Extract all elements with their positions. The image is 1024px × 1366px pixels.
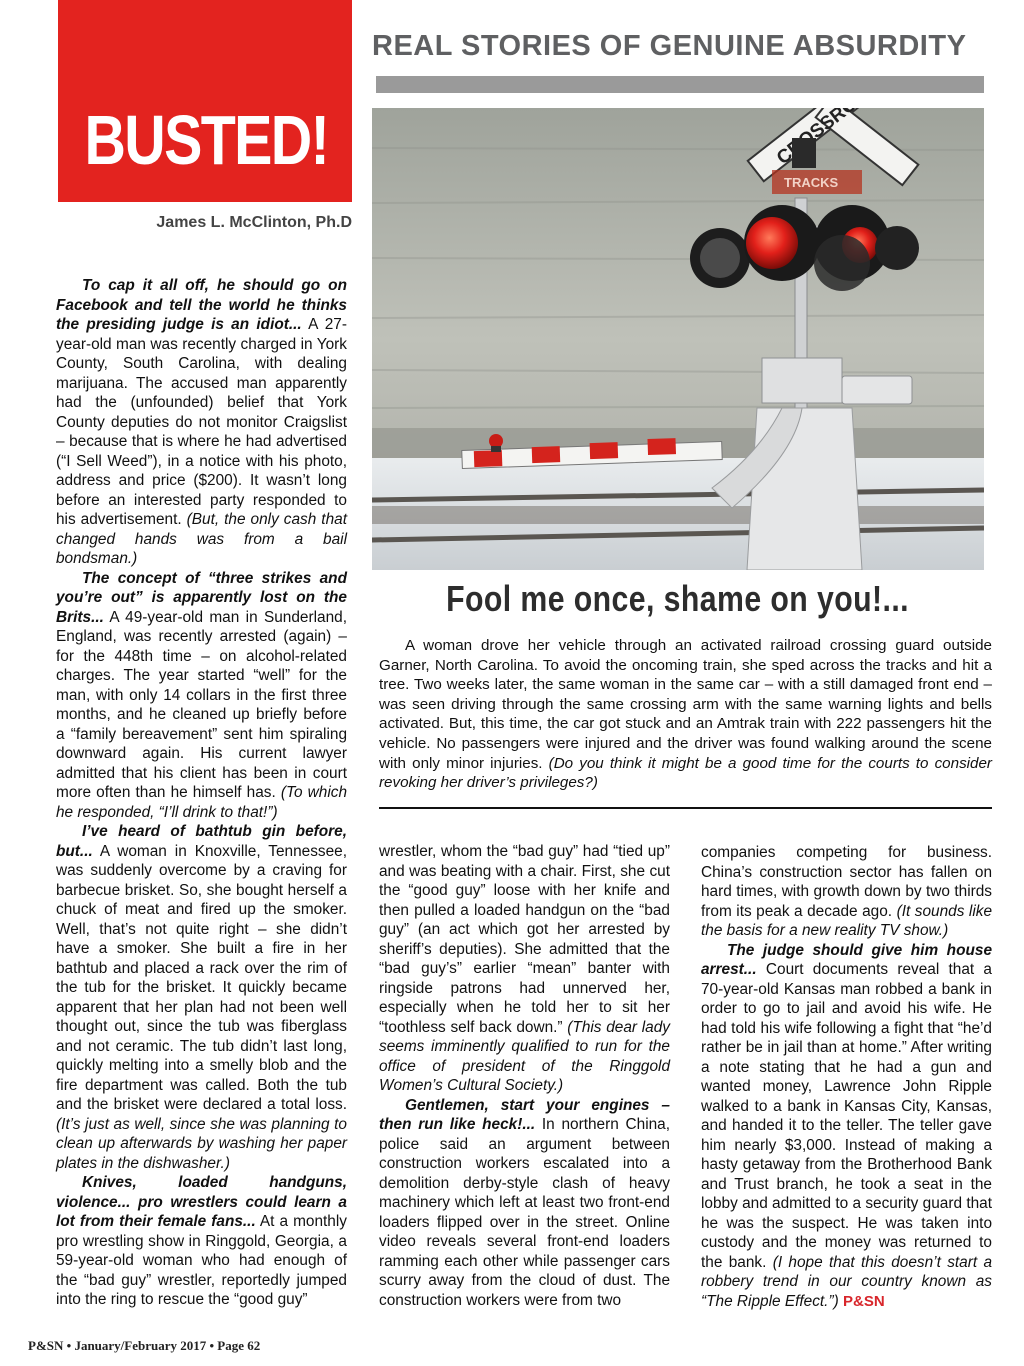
tagline-divider-bar bbox=[376, 76, 984, 93]
story-wrestlers-lead: Knives, loaded handguns, violence... pro wrestlers could learn a lot from their female fans... bbox=[56, 1174, 347, 1230]
story-engines-body-b: companies competing for business. China’s construction sector has fallen on hard times, with growth down by two thirds from its peak a decade ago. bbox=[701, 844, 992, 920]
story-arrest-aside: (I hope that this doesn’t start a robbery trend in our country known as “The Ripple Effect.”) bbox=[701, 1253, 992, 1310]
column-right bbox=[701, 843, 992, 1311]
busted-banner bbox=[58, 0, 352, 202]
story-strikes-lead: The concept of “three strikes and you’re out” is apparently lost on the Brits... bbox=[56, 569, 347, 626]
story-engines-body-a: In northern China, police said an argument between construction workers escalated into a demolition derby-style clash of heavy machinery which left at least two front-end loaders flipped over in the street. Online video reveals several front-end loaders ramming each other while passenger cars scurry away from the cloud of dust. The construction workers were from two bbox=[379, 1116, 671, 1309]
story-strikes bbox=[56, 569, 347, 823]
page-footer: P&SN • January/February 2017 • Page 62 bbox=[28, 1338, 261, 1353]
story-arrest-lead: The judge should give him house arrest... bbox=[701, 941, 992, 978]
story-engines-aside: (It sounds like the basis for a new reality TV show.) bbox=[701, 902, 993, 939]
railroad-crossing-illustration bbox=[372, 108, 984, 570]
story-facebook-aside: (But, the only cash that changed hands was from a bail bondsman.) bbox=[56, 511, 347, 567]
story-facebook-body: A 27-year-old man was recently charged in York County, South Carolina, with dealing marijuana. The accused man apparently had the (unfounded) belief that York County deputies do not monitor Craigslist – because that is where he had advertised (“I Sell Weed”), in a notice with his photo, address and price ($200). It wasn’t long before an interested party responded to his advertisement. bbox=[56, 316, 347, 528]
feature-story bbox=[379, 636, 992, 793]
story-bathtub-lead: I’ve heard of bathtub gin before, but... bbox=[56, 823, 347, 860]
column-left bbox=[56, 276, 347, 1310]
story-engines bbox=[379, 1096, 670, 1311]
author-byline: James L. McClinton, Ph.D bbox=[156, 214, 352, 231]
feature-divider-rule bbox=[379, 807, 992, 809]
tracks-plate-text: TRACKS bbox=[784, 175, 839, 190]
busted-title: BUSTED! bbox=[84, 101, 329, 179]
story-arrest bbox=[701, 941, 992, 1312]
railroad-crossing-photo bbox=[372, 108, 984, 570]
story-bathtub bbox=[56, 822, 347, 1173]
story-strikes-body: A 49-year-old man in Sunderland, England, was recently arrested (again) – for the 448th time – on alcohol-related charges. The year started “well” for the man, with only 14 collars in the first three months, and he cleaned up briefly before a “family bereavement” sent him spiraling downward again. His current lawyer admitted that his client has been in court more often than he himself has. bbox=[56, 608, 347, 801]
story-engines-lead: Gentlemen, start your engines – then run like heck!... bbox=[379, 1096, 670, 1133]
feature-aside: (Do you think it might be a good time for the courts to consider revoking her driver’s privileges?) bbox=[379, 754, 992, 792]
column-middle bbox=[379, 842, 670, 1310]
story-wrestlers-continued bbox=[379, 842, 670, 1096]
story-engines-continued bbox=[701, 843, 992, 941]
story-wrestlers-body-b: wrestler, whom the “bad guy” had “tied up” and was beating with a chair. First, she cut the “good guy” loose with her knife and then pulled a loaded handgun on the “bad guy” (an act which got her arrested by sheriff’s deputies). She admitted that the “bad guy’s” earlier “mean” banter with ringside patrons had unnerved her, especially when he told her to sit her “toothless self back down.” bbox=[379, 843, 670, 1036]
feature-headline: Fool me once, shame on you!... bbox=[446, 578, 910, 619]
story-arrest-body: Court documents reveal that a 70-year-old Kansas man robbed a bank in order to go to jail and avoid his wife. He had told his wife following a fight that “he’d rather be in jail than at home.” After writing a note stating that he had a gun and wanted money, Lawrence John Ripple walked to a bank in Kansas City, Kansas, and handed it to the teller. The teller gave him nearly $3,000. Instead of making a hasty getaway from the Brotherhood Bank and Trust branch, he took a seat in the lobby and admitted to a security guard that he was the suspect. He was taken into custody and the money was returned to the bank. bbox=[701, 961, 992, 1271]
end-mark-logo: P&SN bbox=[843, 1292, 885, 1310]
story-facebook bbox=[56, 276, 347, 569]
section-tagline: REAL STORIES OF GENUINE ABSURDITY bbox=[372, 30, 967, 62]
story-wrestlers-aside: (This dear lady seems imminently qualified to run for the office of president of the Ringgold Women’s Cultural Society.) bbox=[379, 1018, 670, 1094]
story-bathtub-aside: (It’s just as well, since she was planning to clean up afterwards by washing her paper plates in the dishwasher.) bbox=[56, 1115, 347, 1172]
story-wrestlers-body-a: At a monthly pro wrestling show in Ringgold, Georgia, a 59-year-old woman who had enough of the “bad guy” wrestler, reportedly jumped into the ring to rescue the “good guy” bbox=[56, 1213, 347, 1308]
story-strikes-aside: (To which he responded, “I’ll drink to that!”) bbox=[56, 784, 348, 821]
story-bathtub-body: A woman in Knoxville, Tennessee, was suddenly overcome by a craving for barbecue brisket. So, she bought herself a chuck of meat and fired up the smoker. Well, that’s not quite right – she didn’t have a smoker. She built a fire in her bathtub and placed a rack over the rim of the tub for the brisket. It quickly became apparent that her plan had not been well thought out, since the tub was fiberglass and not ceramic. The tub didn’t last long, quickly melting into a smelly blob and the fire department was called. Both the tub and the brisket were declared a total loss. bbox=[56, 842, 347, 1113]
story-wrestlers bbox=[56, 1173, 347, 1310]
story-facebook-lead: To cap it all off, he should go on Facebook and tell the world he thinks the presiding judge is an idiot... bbox=[56, 277, 347, 333]
feature-body: A woman drove her vehicle through an activated railroad crossing guard outside Garner, North Carolina. To avoid the oncoming train, she sped across the tracks and hit a tree. Two weeks later, the same woman in the same car – with a still damaged front end – was seen driving through the same crossing arm with the same warning lights and bells activated. But, this time, the car got stuck and an Amtrak train with 222 passengers hit the vehicle. No passengers were injured and the driver was found walking around the scene with only minor injuries. bbox=[379, 637, 992, 772]
